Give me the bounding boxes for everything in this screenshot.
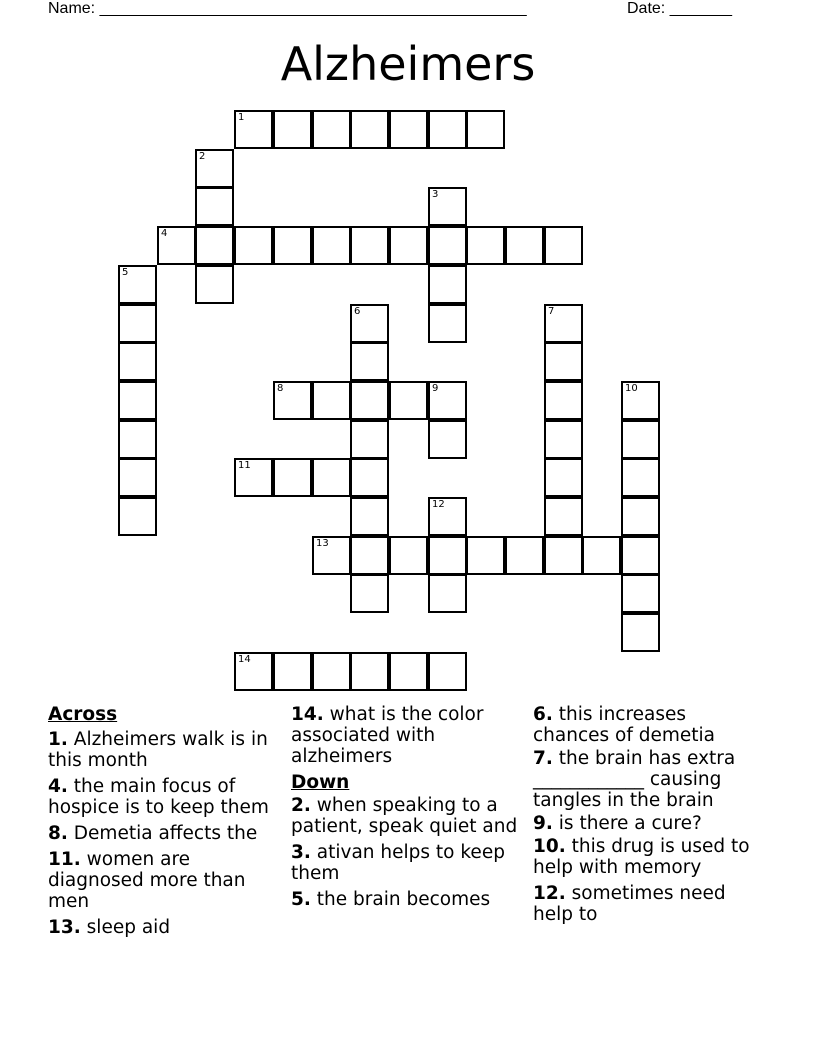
grid-cell[interactable] xyxy=(582,536,621,575)
clue-across-8 xyxy=(48,823,284,844)
across-heading: Across xyxy=(48,704,118,725)
clue-text: when speaking to a patient, speak quiet and xyxy=(291,795,518,837)
grid-cell[interactable] xyxy=(350,304,389,343)
grid-cell[interactable] xyxy=(312,110,351,149)
grid-cell[interactable] xyxy=(621,613,660,652)
grid-cell[interactable] xyxy=(234,226,273,265)
grid-cell[interactable] xyxy=(466,110,505,149)
grid-cell[interactable] xyxy=(621,574,660,613)
grid-cell[interactable] xyxy=(621,536,660,575)
date-field[interactable]: Date: _______ xyxy=(627,0,732,17)
clue-text: is there a cure? xyxy=(558,813,702,834)
clues-column-3 xyxy=(533,704,763,930)
clue-across-11 xyxy=(48,849,284,912)
cell-number: 8 xyxy=(277,383,284,394)
clue-down-10 xyxy=(533,836,763,878)
cell-number: 7 xyxy=(548,306,555,317)
grid-cell[interactable] xyxy=(428,381,467,420)
clue-number: 11. xyxy=(48,849,81,870)
grid-cell[interactable] xyxy=(544,342,583,381)
grid-cell[interactable] xyxy=(428,110,467,149)
grid-cell[interactable] xyxy=(505,226,544,265)
grid-cell[interactable] xyxy=(389,536,428,575)
clue-number: 7. xyxy=(533,748,553,769)
clue-text: ativan helps to keep them xyxy=(291,842,505,884)
grid-cell[interactable] xyxy=(428,652,467,691)
clue-text: the brain has extra ____________ causing tangles in the brain xyxy=(533,748,736,811)
clues-column-1 xyxy=(48,704,284,943)
grid-cell[interactable] xyxy=(312,226,351,265)
clue-text: Alzheimers walk is in this month xyxy=(48,729,268,771)
grid-cell[interactable] xyxy=(505,536,544,575)
grid-cell[interactable] xyxy=(350,342,389,381)
grid-cell[interactable] xyxy=(157,226,196,265)
grid-cell[interactable] xyxy=(428,304,467,343)
cell-number: 13 xyxy=(316,538,329,549)
clue-across-13 xyxy=(48,917,284,938)
clue-number: 13. xyxy=(48,917,81,938)
grid-cell[interactable] xyxy=(544,226,583,265)
clue-down-2 xyxy=(291,795,521,837)
cell-number: 4 xyxy=(161,228,168,239)
clue-number: 14. xyxy=(291,704,324,725)
cell-number: 3 xyxy=(432,189,439,200)
grid-cell[interactable] xyxy=(350,420,389,459)
grid-cell[interactable] xyxy=(621,458,660,497)
grid-cell[interactable] xyxy=(466,536,505,575)
grid-cell[interactable] xyxy=(273,226,312,265)
grid-cell[interactable] xyxy=(118,265,157,304)
grid-cell[interactable] xyxy=(428,536,467,575)
clue-down-3 xyxy=(291,842,521,884)
grid-cell[interactable] xyxy=(428,420,467,459)
grid-cell[interactable] xyxy=(428,574,467,613)
cell-number: 12 xyxy=(432,499,445,510)
clue-number: 8. xyxy=(48,823,68,844)
grid-cell[interactable] xyxy=(466,226,505,265)
name-field[interactable]: Name: ________________________________________________ xyxy=(48,0,527,17)
grid-cell[interactable] xyxy=(195,265,234,304)
clues-column-2 xyxy=(291,704,521,915)
clue-text: the brain becomes xyxy=(316,889,491,910)
grid-cell[interactable] xyxy=(118,458,157,497)
grid-cell[interactable] xyxy=(350,536,389,575)
grid-cell[interactable] xyxy=(428,226,467,265)
cell-number: 6 xyxy=(354,306,361,317)
cell-number: 1 xyxy=(238,112,245,123)
clue-number: 10. xyxy=(533,836,566,857)
clue-number: 9. xyxy=(533,813,553,834)
clue-number: 6. xyxy=(533,704,553,725)
grid-cell[interactable] xyxy=(312,536,351,575)
cell-number: 5 xyxy=(122,267,129,278)
grid-cell[interactable] xyxy=(350,381,389,420)
grid-cell[interactable] xyxy=(389,652,428,691)
grid-cell[interactable] xyxy=(428,497,467,536)
grid-cell[interactable] xyxy=(350,226,389,265)
clue-across-14 xyxy=(291,704,521,767)
grid-cell[interactable] xyxy=(118,342,157,381)
grid-cell[interactable] xyxy=(389,381,428,420)
grid-cell[interactable] xyxy=(544,420,583,459)
grid-cell[interactable] xyxy=(312,652,351,691)
grid-cell[interactable] xyxy=(118,304,157,343)
grid-cell[interactable] xyxy=(544,381,583,420)
grid-cell[interactable] xyxy=(428,187,467,226)
grid-cell[interactable] xyxy=(273,458,312,497)
clue-number: 1. xyxy=(48,729,68,750)
grid-cell[interactable] xyxy=(195,187,234,226)
clue-text: women are diagnosed more than men xyxy=(48,849,246,912)
grid-cell[interactable] xyxy=(428,265,467,304)
grid-cell[interactable] xyxy=(350,458,389,497)
grid-cell[interactable] xyxy=(350,110,389,149)
grid-cell[interactable] xyxy=(312,458,351,497)
clue-down-5 xyxy=(291,889,521,910)
grid-cell[interactable] xyxy=(234,458,273,497)
grid-cell[interactable] xyxy=(544,497,583,536)
cell-number: 9 xyxy=(432,383,439,394)
grid-cell[interactable] xyxy=(273,110,312,149)
clue-across-4 xyxy=(48,776,284,818)
clue-number: 5. xyxy=(291,889,311,910)
cell-number: 11 xyxy=(238,460,251,471)
cell-number: 2 xyxy=(199,151,206,162)
grid-cell[interactable] xyxy=(621,381,660,420)
clue-text: what is the color associated with alzheimers xyxy=(291,704,484,767)
clue-across-1 xyxy=(48,729,284,771)
grid-cell[interactable] xyxy=(234,110,273,149)
grid-cell[interactable] xyxy=(544,536,583,575)
clue-down-9 xyxy=(533,813,763,834)
grid-cell[interactable] xyxy=(118,420,157,459)
cell-number: 10 xyxy=(625,383,638,394)
clue-text: Demetia affects the xyxy=(73,823,258,844)
grid-cell[interactable] xyxy=(621,420,660,459)
clue-number: 12. xyxy=(533,883,566,904)
grid-cell[interactable] xyxy=(273,652,312,691)
grid-cell[interactable] xyxy=(312,381,351,420)
grid-cell[interactable] xyxy=(389,110,428,149)
grid-cell[interactable] xyxy=(544,304,583,343)
clue-number: 4. xyxy=(48,776,68,797)
grid-cell[interactable] xyxy=(273,381,312,420)
grid-cell[interactable] xyxy=(350,652,389,691)
grid-cell[interactable] xyxy=(195,226,234,265)
clue-text: sometimes need help to xyxy=(533,883,726,925)
clue-text: sleep aid xyxy=(86,917,171,938)
puzzle-title: Alzheimers xyxy=(280,37,536,91)
grid-cell[interactable] xyxy=(621,497,660,536)
clue-down-7 xyxy=(533,748,763,811)
clue-text: the main focus of hospice is to keep them xyxy=(48,776,269,818)
grid-cell[interactable] xyxy=(118,497,157,536)
clue-text: this drug is used to help with memory xyxy=(533,836,750,878)
clue-number: 2. xyxy=(291,795,311,816)
grid-cell[interactable] xyxy=(234,652,273,691)
name-date-header xyxy=(0,0,816,22)
grid-cell[interactable] xyxy=(118,381,157,420)
grid-cell[interactable] xyxy=(389,226,428,265)
cell-number: 14 xyxy=(238,654,251,665)
clue-down-12 xyxy=(533,883,763,925)
grid-cell[interactable] xyxy=(350,497,389,536)
clue-text: this increases chances of demetia xyxy=(533,704,716,746)
down-heading: Down xyxy=(291,772,350,793)
grid-cell[interactable] xyxy=(195,149,234,188)
clue-number: 3. xyxy=(291,842,311,863)
clue-down-6 xyxy=(533,704,763,746)
grid-cell[interactable] xyxy=(544,458,583,497)
grid-cell[interactable] xyxy=(350,574,389,613)
